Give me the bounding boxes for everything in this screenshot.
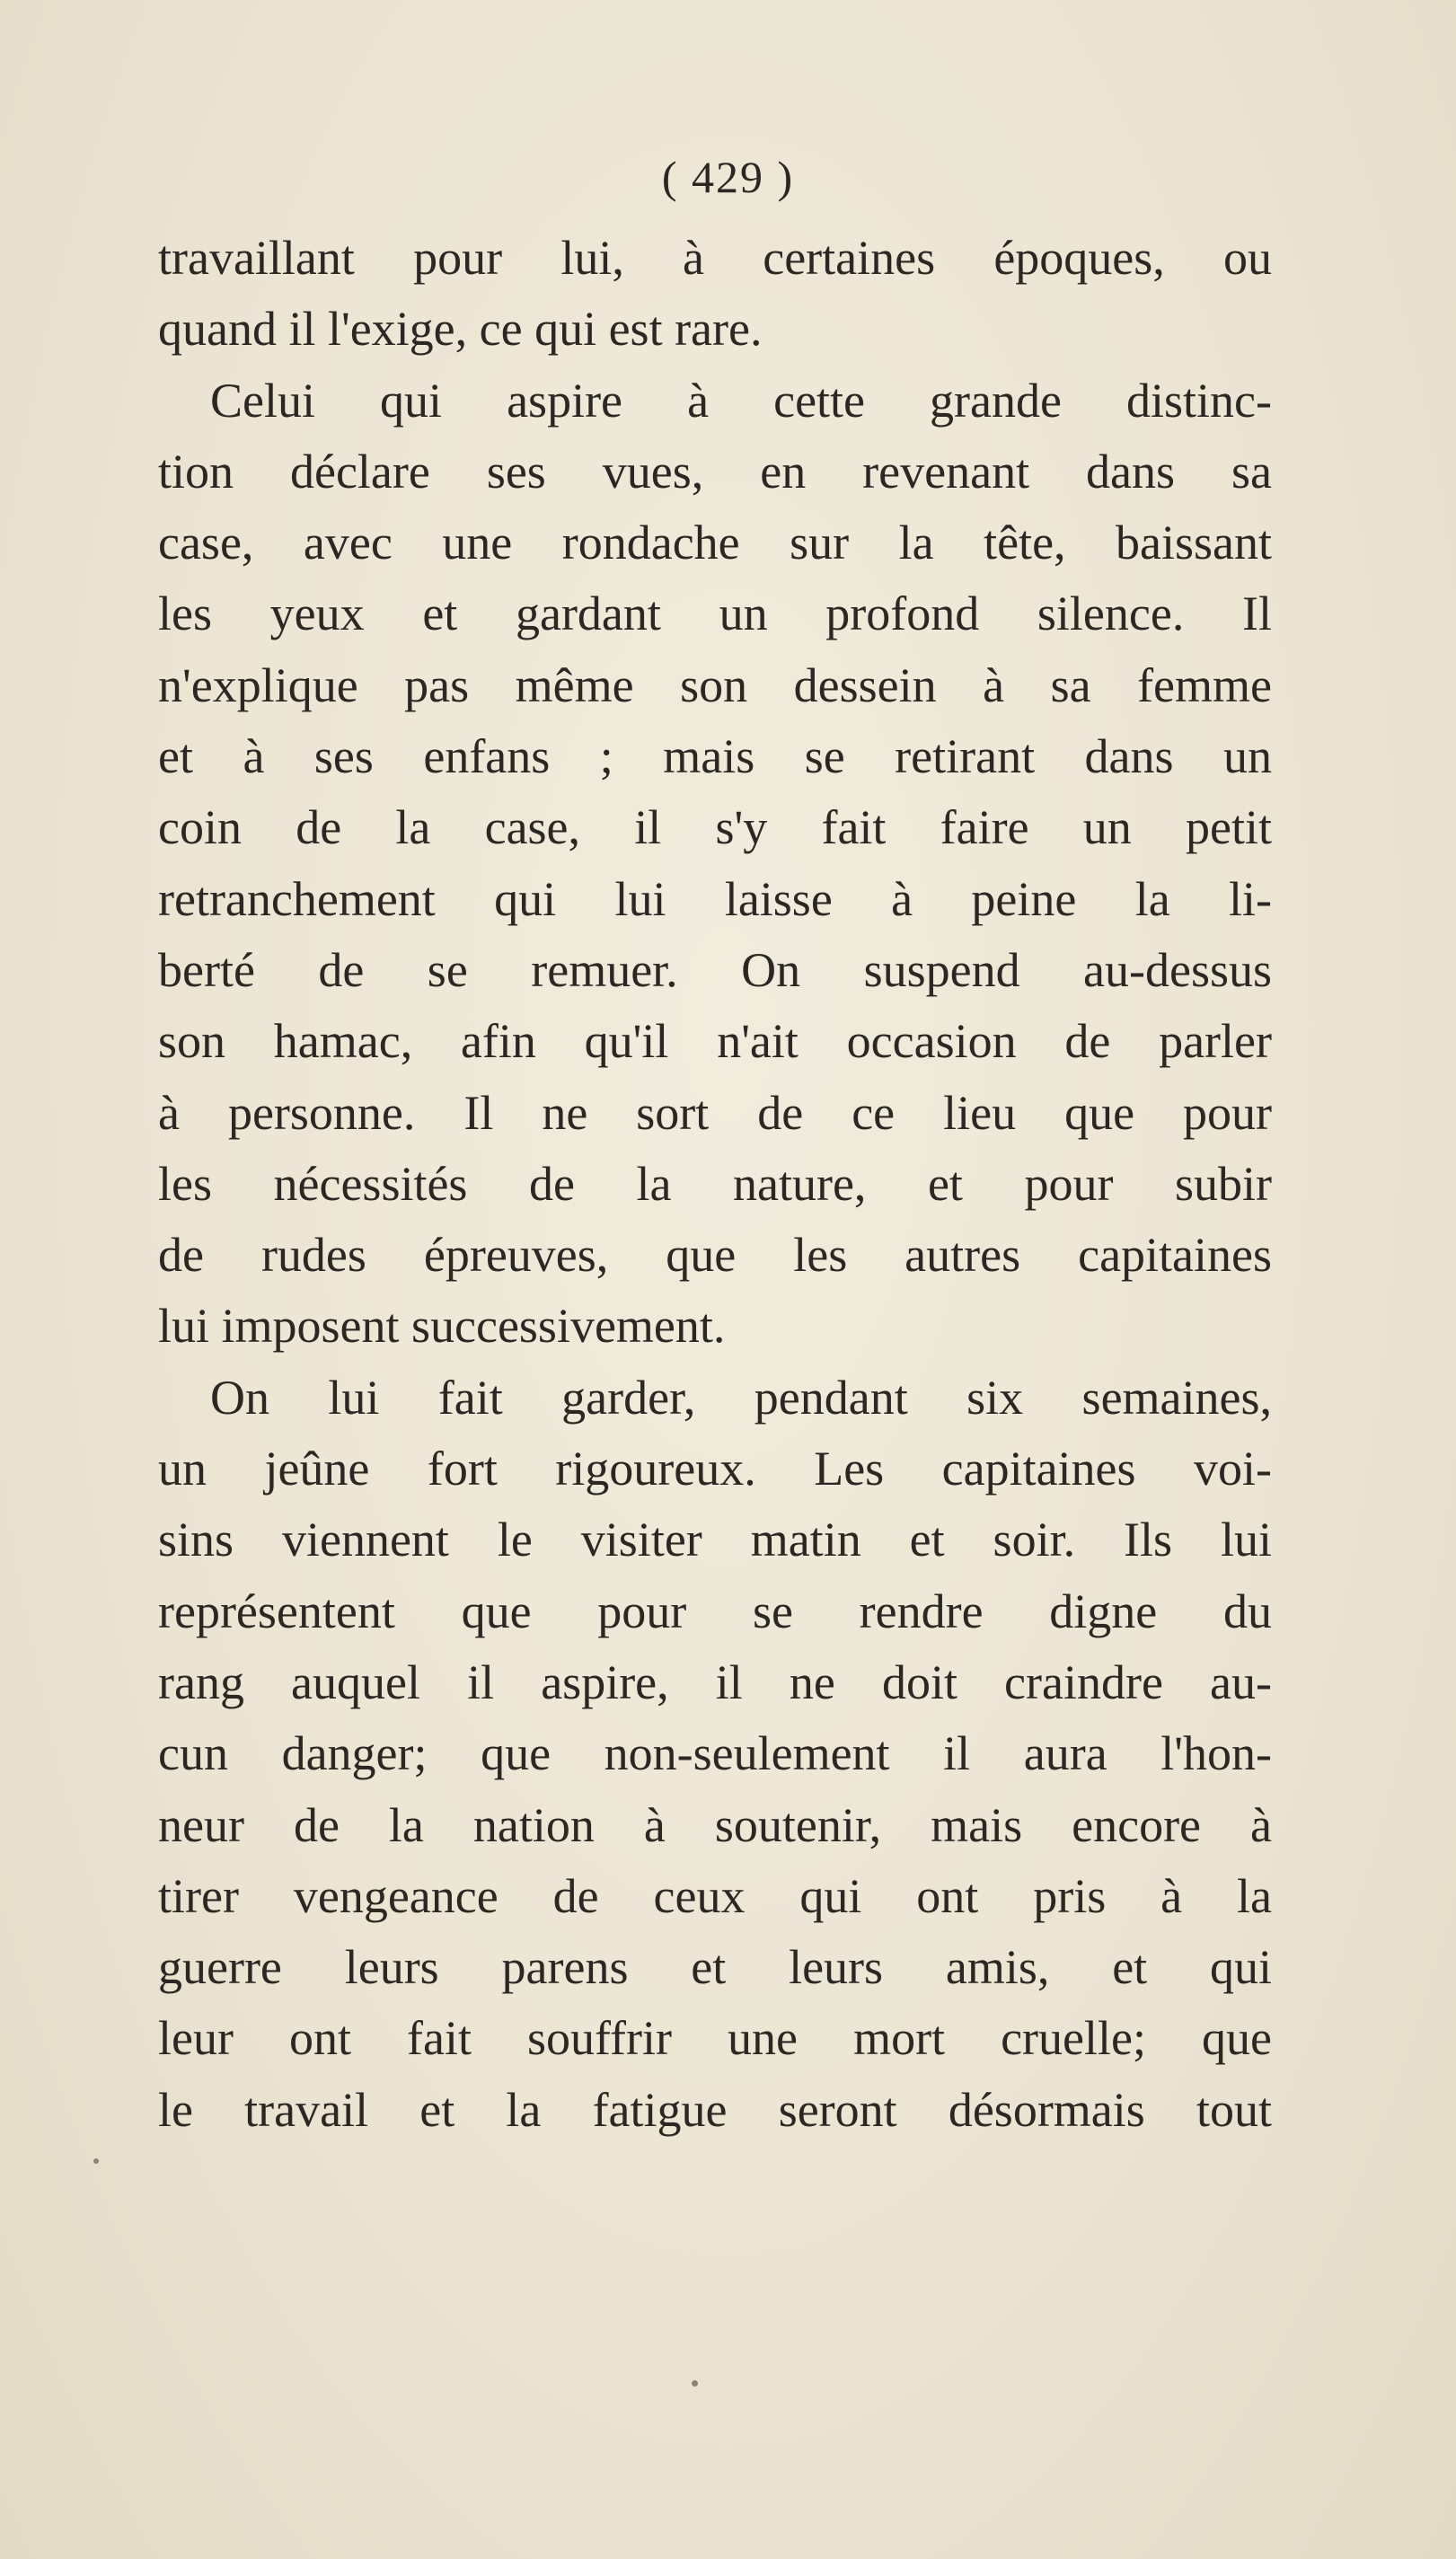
text-line: travaillant pour lui, à certaines époques, ou — [158, 231, 1272, 285]
text-line: le travail et la fatigue seront désormais tout — [158, 2082, 1272, 2137]
text-line: guerre leurs parens et leurs amis, et qui — [158, 1940, 1272, 1995]
text-line: case, avec une rondache sur la tête, baissant — [158, 516, 1272, 570]
text-line: cun danger; que non-seulement il aura l'hon- — [158, 1726, 1272, 1781]
text-line: retranchement qui lui laisse à peine la li- — [158, 871, 1272, 926]
text-line: On lui fait garder, pendant six semaines, — [210, 1370, 1272, 1425]
text-line: tion déclare ses vues, en revenant dans sa — [158, 444, 1272, 499]
text-line: berté de se remuer. On suspend au-dessus — [158, 942, 1272, 997]
text-line: représentent que pour se rendre digne du — [158, 1584, 1272, 1638]
text-line: tirer vengeance de ceux qui ont pris à la — [158, 1868, 1272, 1923]
text-line: rang auquel il aspire, il ne doit craindre au- — [158, 1655, 1272, 1709]
body-text — [158, 223, 1272, 2146]
text-line: leur ont fait souffrir une mort cruelle; que — [158, 2011, 1272, 2066]
text-line: Celui qui aspire à cette grande distinc- — [210, 373, 1272, 428]
text-line: et à ses enfans ; mais se retirant dans un — [158, 729, 1272, 784]
text-line: n'explique pas même son dessein à sa femme — [158, 657, 1272, 712]
page-number: ( 429 ) — [661, 152, 795, 202]
text-line: à personne. Il ne sort de ce lieu que pour — [158, 1085, 1272, 1140]
text-line: lui imposent successivement. — [158, 1299, 726, 1354]
text-line: un jeûne fort rigoureux. Les capitaines voi- — [158, 1442, 1272, 1496]
paper-speck — [692, 2380, 698, 2387]
text-line: son hamac, afin qu'il n'ait occasion de parler — [158, 1014, 1272, 1069]
text-line: les yeux et gardant un profond silence. Il — [158, 587, 1272, 641]
text-line: sins viennent le visiter matin et soir. Ils lui — [158, 1513, 1272, 1567]
text-line: quand il l'exige, ce qui est rare. — [158, 302, 763, 357]
paper-speck — [93, 2158, 99, 2164]
text-line: les nécessités de la nature, et pour subir — [158, 1156, 1272, 1211]
text-line: neur de la nation à soutenir, mais encore à — [158, 1797, 1272, 1852]
text-line: de rudes épreuves, que les autres capitaines — [158, 1228, 1272, 1283]
text-line: coin de la case, il s'y fait faire un petit — [158, 800, 1272, 855]
